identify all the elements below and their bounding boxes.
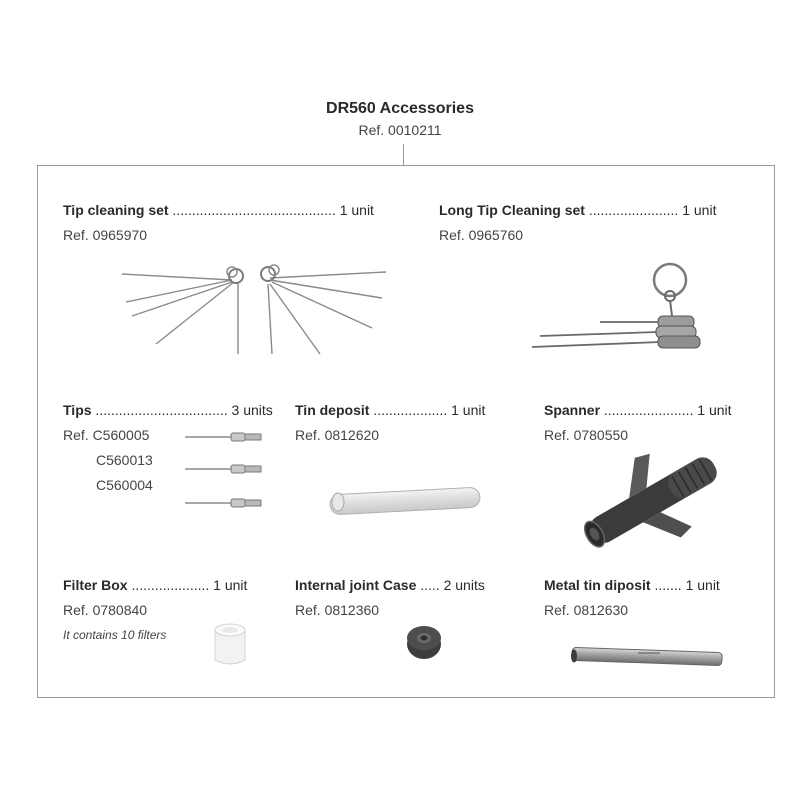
leader-dots: ....................... [600, 402, 694, 418]
item-ref: Ref. C560005 [63, 427, 150, 443]
item-qty: 1 unit [335, 202, 374, 218]
item-tin-deposit [295, 401, 485, 419]
tip-cleaning-set-image [120, 258, 390, 358]
item-name: Tip cleaning set [63, 202, 169, 218]
item-note: It contains 10 filters [63, 628, 167, 642]
item-qty: 1 unit [209, 577, 248, 593]
filter-box-image [212, 622, 248, 668]
leader-dots: ................... [369, 402, 448, 418]
spanner-image [565, 450, 730, 555]
connector-line [403, 144, 404, 165]
item-name: Tips [63, 402, 92, 418]
item-ref: C560004 [96, 477, 153, 493]
item-tip-cleaning-set [63, 201, 374, 219]
item-ref: Ref. 0812630 [544, 602, 629, 618]
page-ref: Ref. 0010211 [358, 122, 442, 138]
tin-deposit-image [328, 485, 484, 517]
long-tip-cleaning-set-image [530, 260, 710, 355]
item-qty: 3 units [227, 402, 273, 418]
item-ref: Ref. 0812620 [295, 427, 380, 443]
page-title: DR560 Accessories [326, 100, 474, 117]
item-name: Spanner [544, 402, 601, 418]
item-filter-box [63, 576, 247, 594]
item-metal-tin-deposit [544, 576, 720, 594]
internal-joint-case-image [404, 622, 444, 662]
item-qty: 1 unit [678, 202, 717, 218]
item-ref: C560013 [96, 452, 153, 468]
leader-dots: .................................. [91, 402, 228, 418]
metal-tin-deposit-image [568, 645, 728, 669]
item-ref: Ref. 0780840 [63, 602, 148, 618]
item-spanner [544, 401, 732, 419]
item-name: Internal joint Case [295, 577, 417, 593]
item-long-tip-cleaning-set [439, 201, 716, 219]
item-qty: 1 unit [447, 402, 486, 418]
item-internal-joint-case [295, 576, 485, 594]
item-ref: Ref. 0780550 [544, 427, 629, 443]
item-name: Filter Box [63, 577, 128, 593]
item-ref: Ref. 0965970 [63, 227, 148, 243]
leader-dots: ....... [650, 577, 682, 593]
leader-dots: ....................... [584, 202, 679, 218]
item-qty: 2 units [439, 577, 485, 593]
item-qty: 1 unit [681, 577, 720, 593]
item-name: Metal tin diposit [544, 577, 651, 593]
item-name: Tin deposit [295, 402, 370, 418]
item-qty: 1 unit [693, 402, 732, 418]
leader-dots: .......................................... [168, 202, 336, 218]
item-ref: Ref. 0812360 [295, 602, 380, 618]
item-tips [63, 401, 273, 419]
tips-image [183, 428, 268, 513]
leader-dots: .................... [127, 577, 210, 593]
item-ref: Ref. 0965760 [439, 227, 524, 243]
leader-dots: ..... [416, 577, 440, 593]
item-name: Long Tip Cleaning set [439, 202, 585, 218]
